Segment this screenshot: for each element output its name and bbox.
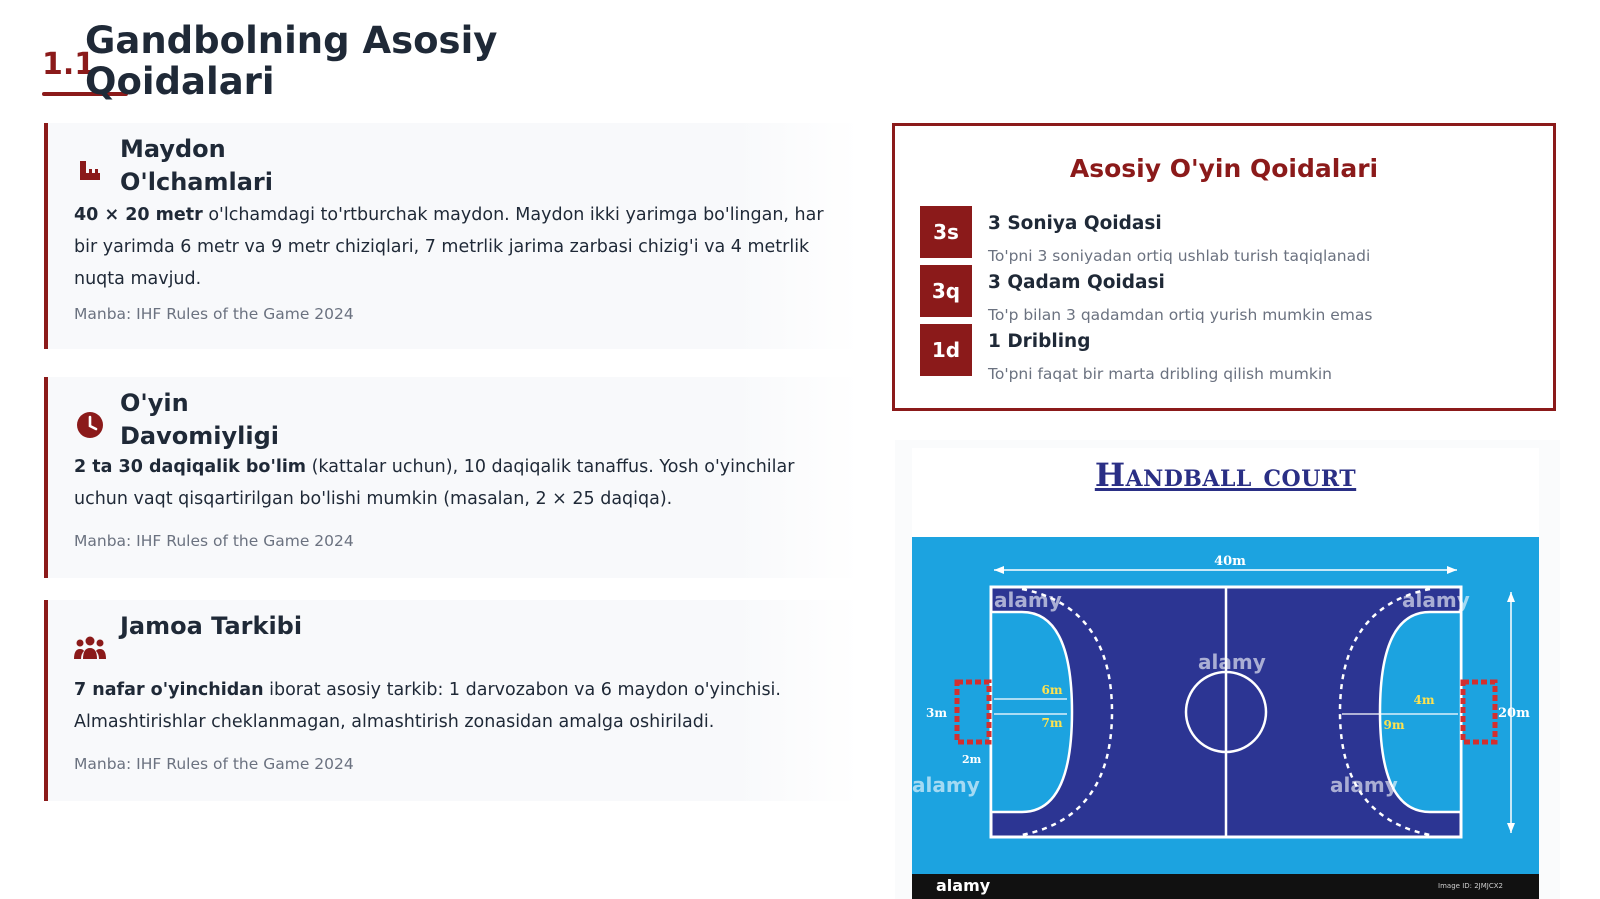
clock-icon (74, 409, 106, 441)
six-meter-label: 6m (1041, 683, 1063, 697)
card-body-text: o'lchamdagi to'rtburchak maydon. Maydon ikki yarimga bo'lingan, har bir yarimda 6 metr va 9 metr chiziqlari, 7 metrlik jarima zarbasi chizig'i va 4 metrlik nuqta mavjud. (74, 205, 824, 289)
width-label: 20m (1498, 706, 1530, 721)
card-body-highlight: 2 ta 30 daqiqalik bo'lim (74, 457, 307, 477)
rule-badge: 1d (920, 324, 972, 376)
image-credit-bar (912, 874, 1539, 899)
card-body (74, 199, 829, 295)
page-title: Gandbolning Asosiy Qoidalari (85, 19, 498, 103)
rule-description: To'p bilan 3 qadamdan ortiq yurish mumkin emas (988, 306, 1373, 324)
watermark: alamy (912, 773, 980, 797)
info-card-team-composition (44, 600, 859, 801)
watermark: alamy (1330, 773, 1398, 797)
rule-title: 1 Dribling (988, 331, 1091, 352)
rule-item (920, 206, 1540, 265)
nine-meter-label: 9m (1383, 718, 1405, 732)
rules-panel (892, 123, 1556, 411)
length-label: 40m (1214, 554, 1246, 569)
card-source: Manba: IHF Rules of the Game 2024 (74, 532, 354, 550)
watermark: alamy (1402, 588, 1470, 612)
rule-description: To'pni 3 soniyadan ortiq ushlab turish taqiqlanadi (988, 247, 1371, 265)
card-source: Manba: IHF Rules of the Game 2024 (74, 755, 354, 773)
info-card-game-duration (44, 377, 859, 578)
card-body-text: (kattalar uchun), 10 daqiqalik tanaffus. Yosh o'yinchilar uchun vaqt qisqartirilgan bo'lishi mumkin (masalan, 2 × 25 daqiqa). (74, 457, 795, 509)
rules-title: Asosiy O'yin Qoidalari (1069, 154, 1379, 183)
three-meter-label: 3m (926, 706, 948, 720)
two-meter-label: 2m (962, 753, 982, 766)
ruler-icon (74, 155, 106, 187)
image-credit-brand: alamy (936, 876, 991, 895)
rule-badge: 3q (920, 265, 972, 317)
card-title: Jamoa Tarkibi (120, 612, 303, 640)
card-source: Manba: IHF Rules of the Game 2024 (74, 305, 354, 323)
card-body (74, 451, 829, 515)
court-heading: Handball court (1094, 456, 1357, 494)
card-body (74, 674, 829, 738)
handball-court-diagram (912, 537, 1539, 882)
seven-meter-label: 7m (1041, 716, 1063, 730)
rule-title: 3 Soniya Qoidasi (988, 213, 1162, 234)
card-title: O'yin Davomiyligi (120, 389, 279, 450)
section-number: 1.1 (42, 47, 96, 82)
card-body-text: iborat asosiy tarkib: 1 darvozabon va 6 maydon o'yinchisi. Almashtirishlar cheklanmagan, almashtirish zonasidan amalga oshiriladi. (74, 680, 781, 732)
watermark: alamy (994, 588, 1062, 612)
court-image (912, 448, 1539, 899)
card-body-highlight: 40 × 20 metr (74, 205, 203, 225)
card-body-highlight: 7 nafar o'yinchidan (74, 680, 264, 700)
watermark: alamy (1198, 650, 1266, 674)
rule-item (920, 265, 1540, 324)
rule-title: 3 Qadam Qoidasi (988, 272, 1165, 293)
court-image-panel (895, 440, 1560, 899)
four-meter-label: 4m (1413, 693, 1435, 707)
rule-description: To'pni faqat bir marta dribling qilish mumkin (988, 365, 1332, 383)
info-card-field-dimensions (44, 123, 859, 349)
card-title: Maydon O'lchamlari (120, 135, 273, 196)
team-icon (74, 632, 106, 664)
goal-area-left (991, 612, 1072, 812)
rule-item (920, 324, 1540, 383)
rule-badge: 3s (920, 206, 972, 258)
image-credit-id: Image ID: 2JMJCX2 (1438, 882, 1503, 890)
